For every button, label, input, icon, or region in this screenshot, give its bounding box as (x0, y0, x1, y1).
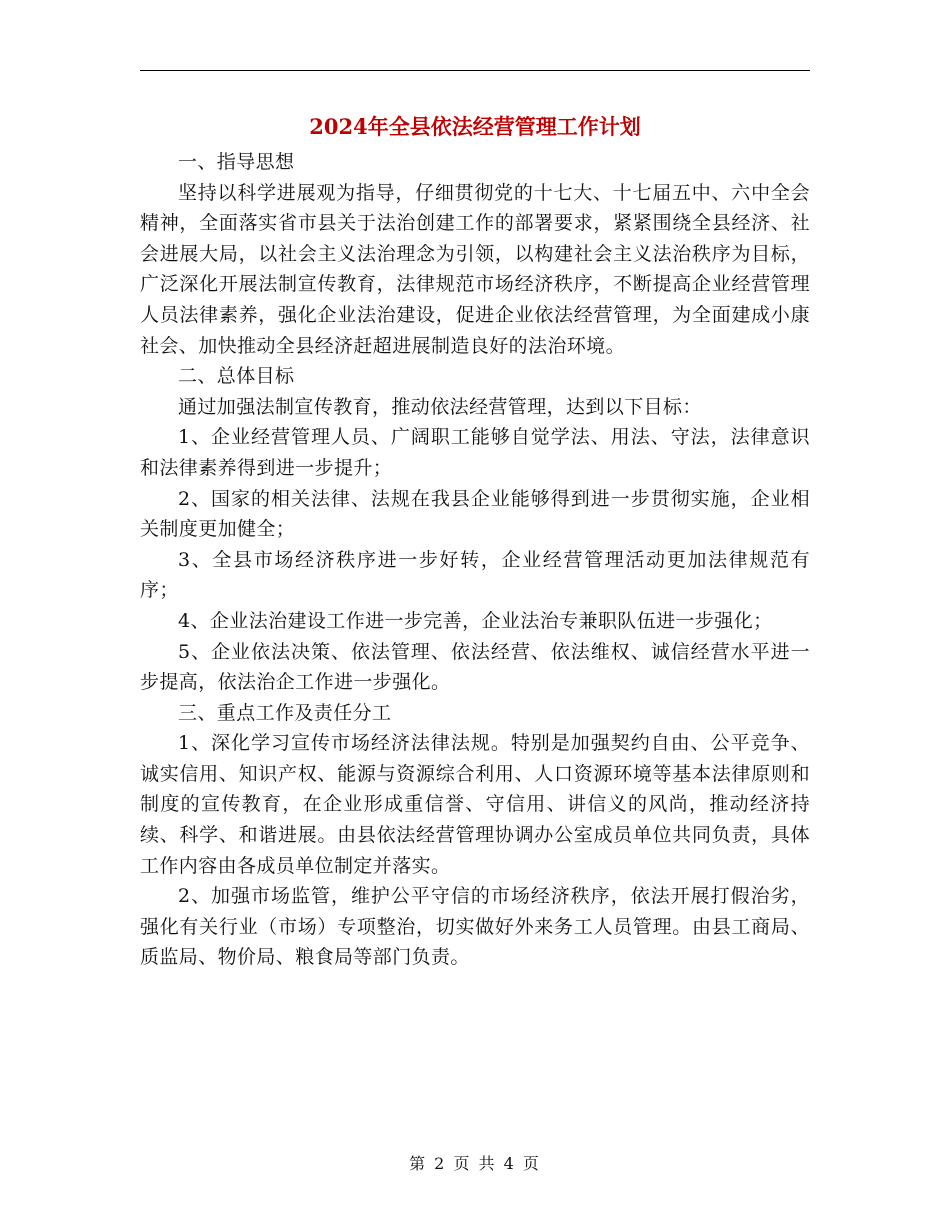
header-rule (140, 70, 810, 71)
key-work-item-2: 2、加强市场监管，维护公平守信的市场经济秩序，依法开展打假治劣，强化有关行业（市场）专项整治，切实做好外来务工人员管理。由县工商局、质监局、物价局、粮食局等部门负责。 (140, 885, 810, 969)
goal-item-3: 3、全县市场经济秩序进一步好转，企业经营管理活动更加法律规范有序； (140, 548, 810, 602)
section-heading-key-work: 三、重点工作及责任分工 (178, 701, 392, 724)
document-body (140, 147, 810, 973)
goal-item-5: 5、企业依法决策、依法管理、依法经营、依法维权、诚信经营水平进一步提高，依法治企工作进一步强化。 (140, 640, 810, 694)
goal-item-1: 1、企业经营管理人员、广阔职工能够自觉学法、用法、守法，法律意识和法律素养得到进一步提升； (140, 426, 810, 479)
key-work-item-1: 1、深化学习宣传市场经济法律法规。特别是加强契约自由、公平竞争、诚实信用、知识产权、能源与资源综合利用、人口资源环境等基本法律原则和制度的宣传教育，在企业形成重信誉、守信用、讲信义的风尚，推动经济持续、科学、和谐进展。由县依法经营管理协调办公室成员单位共同负责，具体工作内容由各成员单位制定并落实。 (140, 732, 810, 877)
document-title: 2024年全县依法经营管理工作计划 (309, 114, 641, 139)
section-heading-overall-goals: 二、总体目标 (178, 365, 295, 388)
paragraph-guiding-ideology: 坚持以科学进展观为指导，仔细贯彻党的十七大、十七届五中、六中全会精神，全面落实省市县关于法治创建工作的部署要求，紧紧围绕全县经济、社会进展大局，以社会主义法治理念为引领，以构建社会主义法治秩序为目标，广泛深化开展法制宣传教育，法律规范市场经济秩序，不断提高企业经营管理人员法律素养，强化企业法治建设，促进企业依法经营管理，为全面建成小康社会、加快推动全县经济赶超进展制造良好的法治环境。 (140, 181, 810, 357)
goal-item-4: 4、企业法治建设工作进一步完善，企业法治专兼职队伍进一步强化； (178, 609, 773, 632)
section-heading-guiding-ideology: 一、指导思想 (178, 151, 295, 173)
page-number-footer: 第 2 页 共 4 页 (409, 1154, 541, 1173)
goal-item-2: 2、国家的相关法律、法规在我县企业能够得到进一步贯彻实施，企业相关制度更加健全； (140, 487, 810, 541)
paragraph-goals-intro: 通过加强法制宣传教育，推动依法经营管理，达到以下目标： (178, 395, 702, 418)
